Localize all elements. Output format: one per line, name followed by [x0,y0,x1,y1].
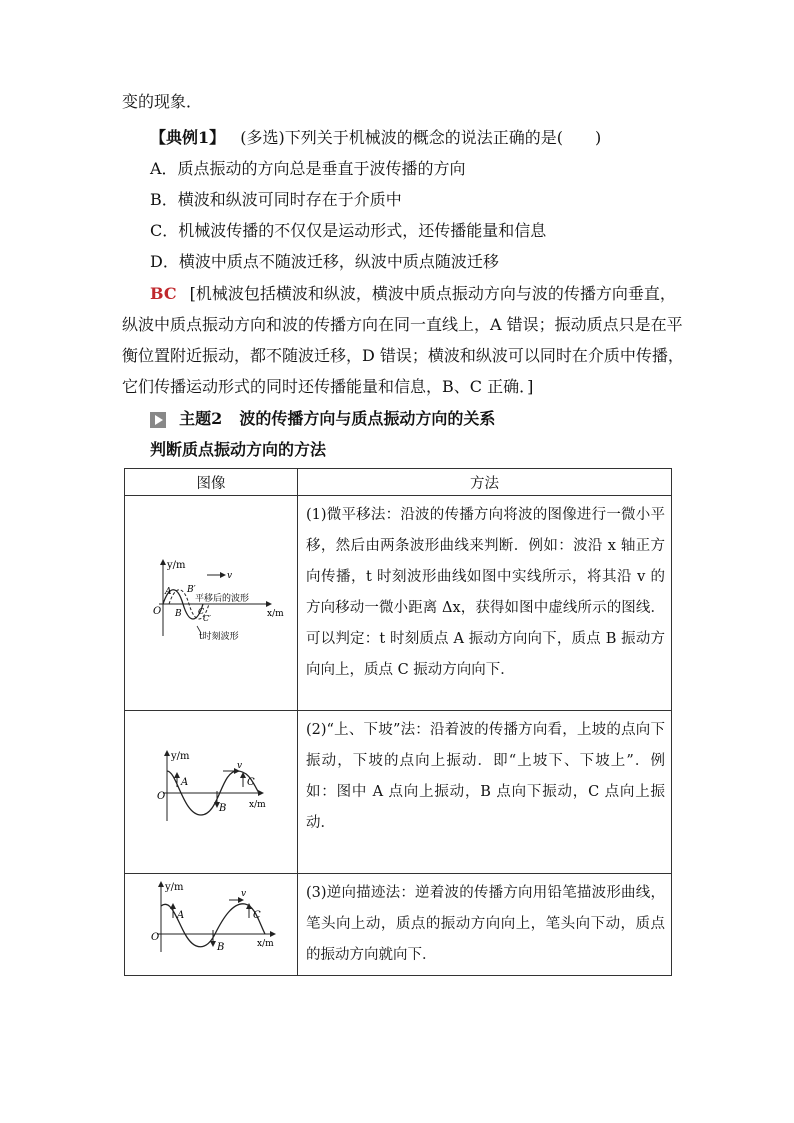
fig3-ylabel: y/m [165,882,184,893]
example-question-line [150,128,601,148]
fig2-ylabel: y/m [171,751,190,762]
fig1-origin: O [153,606,162,617]
fig3-C: C [253,910,261,921]
table-row [125,874,672,976]
fig1-B: B [175,609,182,619]
intro-tail: 变的现象． [122,92,203,111]
fig1-xlabel: x/m [267,609,284,619]
fig3-xlabel: x/m [257,939,274,949]
fig3-A: A [177,910,185,921]
option-d: D．横波中质点不随波迁移，纵波中质点随波迁移 [150,252,499,271]
fig1-B2: B′ [187,585,196,595]
example-tag: 【典例1】 [150,128,226,147]
fig3-origin: O [151,932,160,943]
fig1-C: C [198,607,205,616]
fig1-v: v [227,571,233,581]
option-a: A．质点振动的方向总是垂直于波传播的方向 [150,159,466,178]
answer-line [150,284,676,304]
explanation-line-1: [机械波包括横波和纵波，横波中质点振动方向与波的传播方向垂直， [189,284,676,303]
fig2-B: B [219,803,227,814]
header-image: 图像 [125,469,298,496]
fig1-ylabel: y/m [167,560,186,571]
table-row [125,711,672,874]
figure-cell [125,496,298,711]
topic-heading [150,409,495,429]
fig3-B: B [217,942,225,953]
option-b: B．横波和纵波可同时存在于介质中 [150,190,402,209]
wave-figure-slope [125,711,297,869]
fig3-v: v [241,889,247,899]
wave-figure-trace [125,874,297,968]
fig2-xlabel: x/m [249,800,266,810]
fig2-origin: O [157,791,166,802]
fig1-shifted-label: 平移后的波形 [195,594,250,604]
method-text: (1)微平移法：沿波的传播方向将波的图像进行一微小平移，然后由两条波形曲线来判断．例如：波沿 x 轴正方向传播，t 时刻波形曲线如图中实线所示，将其沿 v 的方向移动一微小距离 Δx，获得如图中虚线所示的图线．可以判定：t 时刻质点 A 振动方向向下，质点 B 振动方向向上，质点 C 振动方向向下． [298,496,672,711]
method-text: (3)逆向描迹法：逆着波的传播方向用铅笔描波形曲线，笔头向上动，质点的振动方向向上，笔头向下动，质点的振动方向就向下． [298,874,672,976]
table-row [125,496,672,711]
topic-label: 主题2 [179,409,223,428]
topic-title: 波的传播方向与质点振动方向的关系 [239,409,496,428]
fig1-A: A [165,587,172,597]
figure-cell [125,711,298,874]
explanation-line-3: 衡位置附近振动，都不随波迁移，D 错误；横波和纵波可以同时在介质中传播， [122,346,684,365]
example-question: (多选)下列关于机械波的概念的说法正确的是( ) [240,128,602,147]
figure-cell [125,874,298,976]
header-method: 方法 [298,469,672,496]
table-header-row [125,469,672,496]
explanation-line-2: 纵波中质点振动方向和波的传播方向在同一直线上，A 错误；振动质点只是在平 [122,315,683,334]
fig2-A: A [181,777,189,788]
option-c: C．机械波传播的不仅仅是运动形式，还传播能量和信息 [150,221,547,240]
subheading: 判断质点振动方向的方法 [150,440,327,459]
fig1-C2: C′ [203,614,211,623]
fig2-C: C [247,777,255,788]
methods-table [124,468,672,976]
wave-figure-shift [125,496,297,706]
method-text: (2)“上、下坡”法：沿着波的传播方向看，上坡的点向下振动，下坡的点向上振动．即“上坡下、下坡上”．例如：图中 A 点向上振动，B 点向下振动，C 点向上振动． [298,711,672,874]
explanation-line-4: 它们传播运动形式的同时还传播能量和信息，B、C 正确．] [122,377,534,396]
fig2-v: v [237,761,243,771]
play-triangle-icon [150,412,166,428]
answer: BC [150,284,177,303]
fig1-original-label: t时刻波形 [199,632,239,642]
